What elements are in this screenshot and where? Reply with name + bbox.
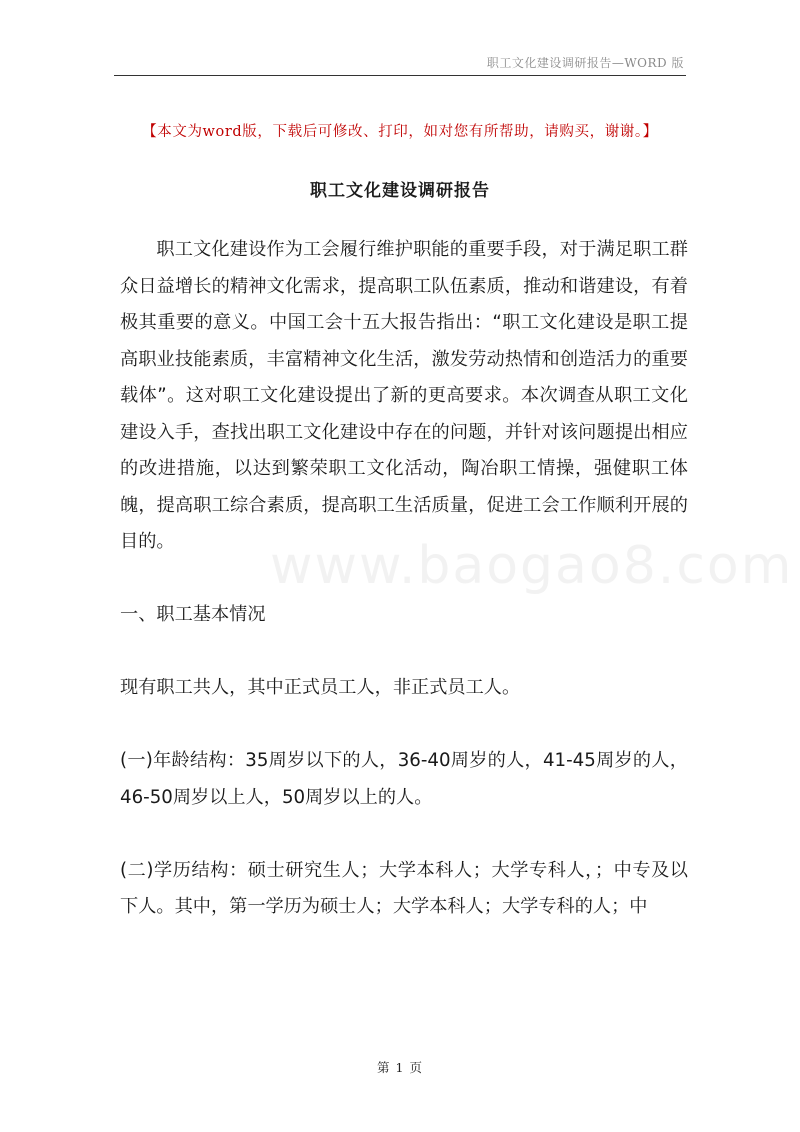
page-number: 第 1 页 [377,1060,423,1075]
age-structure-paragraph: (一)年龄结构：35周岁以下的人，36-40周岁的人，41-45周岁的人，46-50周岁以上人，50周岁以上的人。 [120,750,688,808]
watermark: www.baogao8.com [270,536,794,596]
staff-total-paragraph: 现有职工共人，其中正式员工人，非正式员工人。 [120,677,521,698]
purchase-notice: 【本文为word版，下载后可修改、打印，如对您有所帮助，请购买，谢谢。】 [142,124,658,140]
header-divider [114,75,686,76]
running-header: 职工文化建设调研报告—WORD 版 [486,56,684,70]
intro-paragraph: 职工文化建设作为工会履行维护职能的重要手段，对于满足职工群众日益增长的精神文化需求，提高职工队伍素质，推动和谐建设，有着极其重要的意义。中国工会十五大报告指出：“职工文化建设是职工提高职业技能素质，丰富精神文化生活，激发劳动热情和创造活力的重要载体”。这对职工文化建设提出了新的更高要求。本次调查从职工文化建设入手，查找出职工文化建设中存在的问题，并针对该问题提出相应的改进措施，以达到繁荣职工文化活动，陶冶职工情操，强健职工体魄，提高职工综合素质，提高职工生活质量，促进工会工作顺利开展的目的。 [120,239,688,552]
section-heading: 一、职工基本情况 [120,604,266,625]
document-body [120,232,688,926]
document-title: 职工文化建设调研报告 [310,181,490,201]
education-structure-paragraph: (二)学历结构：硕士研究生人；大学本科人；大学专科人，；中专及以下人。其中，第一学历为硕士人；大学本科人；大学专科的人；中 [120,859,688,917]
